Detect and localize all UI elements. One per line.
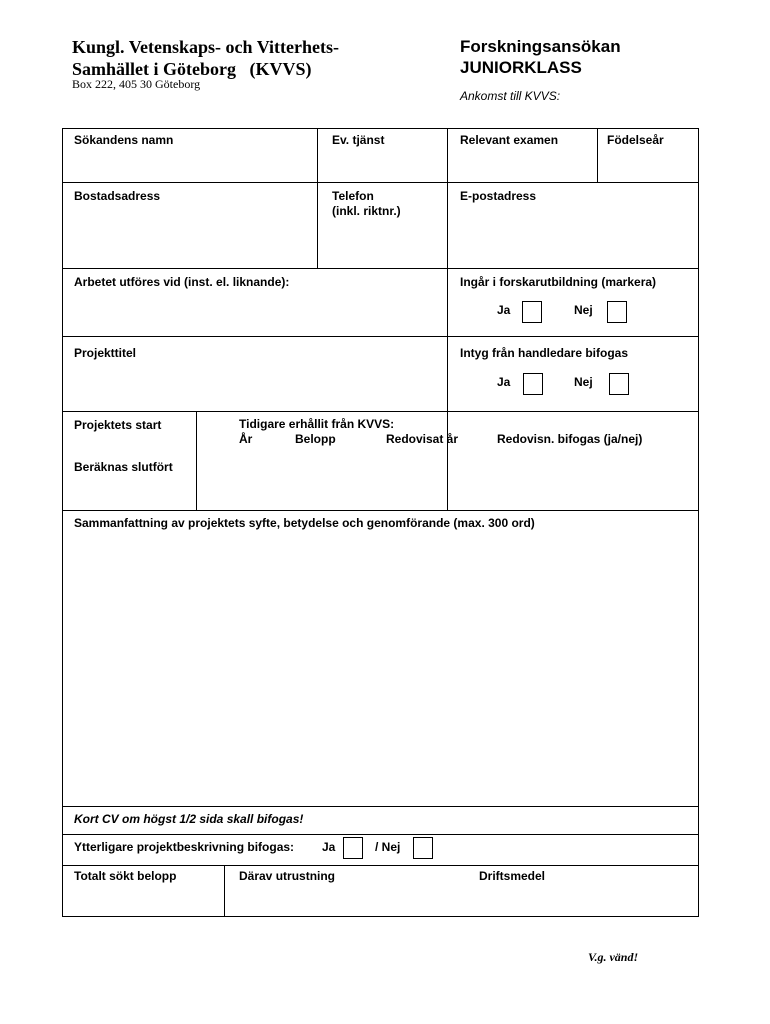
form-title [460, 36, 621, 78]
additional-desc-no-label: / Nej [375, 840, 401, 854]
organization-name [72, 36, 339, 80]
row-divider [63, 411, 698, 412]
form-title-line2: JUNIORKLASS [460, 58, 582, 77]
col-report-attached-label: Redovisn. bifogas (ja/nej) [497, 432, 643, 446]
additional-desc-label: Ytterligare projektbeskrivning bifogas: [74, 840, 295, 854]
project-start-label: Projektets start [74, 418, 162, 432]
position-label: Ev. tjänst [332, 133, 385, 147]
estimated-completion-field[interactable] [74, 479, 190, 503]
phone-field[interactable] [332, 225, 440, 261]
column-divider [317, 129, 318, 268]
additional-desc-no-checkbox[interactable] [413, 837, 433, 859]
birth-year-field[interactable] [607, 155, 691, 175]
degree-field[interactable] [460, 155, 590, 175]
total-amount-field[interactable] [74, 889, 218, 911]
project-title-field[interactable] [74, 369, 440, 405]
birth-year-label: Födelseår [607, 133, 664, 147]
supervisor-cert-yes-label: Ja [497, 375, 511, 389]
total-amount-label: Totalt sökt belopp [74, 869, 177, 883]
supervisor-cert-no-label: Nej [574, 375, 593, 389]
estimated-completion-label: Beräknas slutfört [74, 460, 173, 474]
work-location-field[interactable] [74, 297, 440, 331]
summary-field[interactable] [74, 537, 688, 801]
equipment-field[interactable] [239, 889, 459, 911]
applicant-name-label: Sökandens namn [74, 133, 174, 147]
supervisor-cert-no-checkbox[interactable] [609, 373, 629, 395]
cv-note: Kort CV om högst 1/2 sida skall bifogas! [74, 812, 304, 826]
research-training-yes-checkbox[interactable] [522, 301, 542, 323]
column-divider [196, 411, 197, 510]
position-field[interactable] [332, 155, 440, 175]
organization-name-line2: Samhället i Göteborg (KVVS) [72, 59, 312, 79]
phone-label-line2: (inkl. riktnr.) [332, 204, 401, 218]
row-divider [63, 182, 698, 183]
home-address-field[interactable] [74, 211, 310, 261]
additional-desc-yes-label: Ja [322, 840, 336, 854]
project-start-field[interactable] [74, 435, 190, 453]
home-address-label: Bostadsadress [74, 189, 161, 203]
operating-funds-field[interactable] [479, 889, 689, 911]
row-divider [63, 510, 698, 511]
email-label: E-postadress [460, 189, 537, 203]
work-location-label: Arbetet utföres vid (inst. el. liknande): [74, 275, 290, 289]
research-training-yes-label: Ja [497, 303, 511, 317]
previous-grants-label: Tidigare erhållit från KVVS: [239, 417, 395, 431]
row-divider [63, 336, 698, 337]
phone-label [332, 189, 401, 219]
col-amount-label: Belopp [295, 432, 336, 446]
row-divider [63, 834, 698, 835]
col-year-label: År [239, 432, 253, 446]
organization-name-line1: Kungl. Vetenskaps- och Vitterhets- [72, 37, 340, 57]
operating-funds-label: Driftsmedel [479, 869, 546, 883]
col-reported-year-label: Redovisat år [386, 432, 459, 446]
phone-label-line1: Telefon [332, 189, 374, 203]
row-divider [63, 806, 698, 807]
research-training-label: Ingår i forskarutbildning (markera) [460, 275, 657, 289]
degree-label: Relevant examen [460, 133, 559, 147]
turn-over-note: V.g. vänd! [588, 950, 639, 964]
supervisor-cert-label: Intyg från handledare bifogas [460, 346, 629, 360]
column-divider [224, 865, 225, 917]
organization-address: Box 222, 405 30 Göteborg [72, 77, 201, 91]
research-training-no-label: Nej [574, 303, 593, 317]
additional-desc-yes-checkbox[interactable] [343, 837, 363, 859]
email-field[interactable] [460, 211, 691, 261]
applicant-name-field[interactable] [74, 155, 310, 175]
form-title-line1: Forskningsansökan [460, 37, 621, 56]
column-divider [597, 129, 598, 182]
application-form [62, 128, 699, 917]
arrival-label: Ankomst till KVVS: [460, 89, 561, 103]
equipment-label: Därav utrustning [239, 869, 336, 883]
row-divider [63, 268, 698, 269]
column-divider [447, 129, 448, 510]
research-training-no-checkbox[interactable] [607, 301, 627, 323]
supervisor-cert-yes-checkbox[interactable] [523, 373, 543, 395]
summary-label: Sammanfattning av projektets syfte, betydelse och genomförande (max. 300 ord) [74, 516, 535, 530]
row-divider [63, 865, 698, 866]
project-title-label: Projekttitel [74, 346, 137, 360]
